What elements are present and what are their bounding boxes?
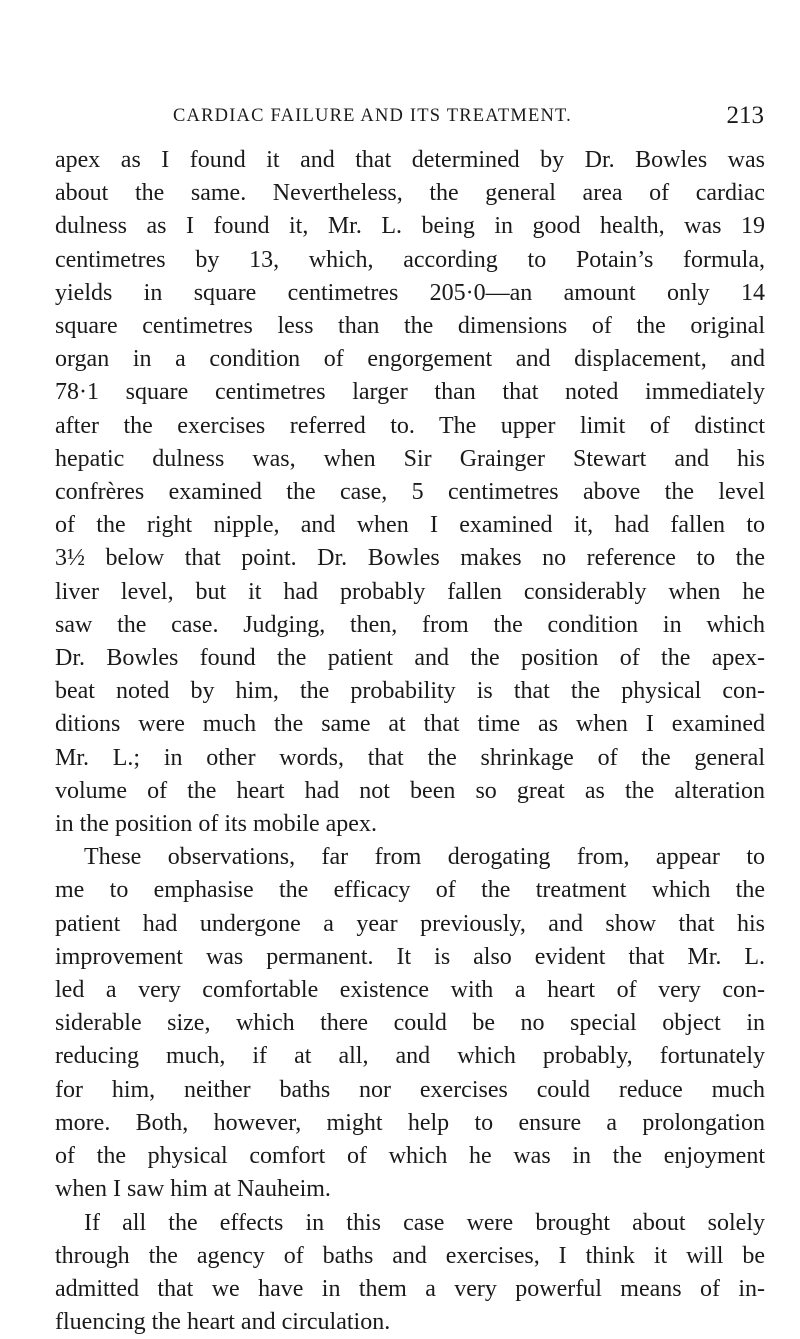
running-title: CARDIAC FAILURE AND ITS TREATMENT.	[173, 96, 572, 136]
text-line: when I saw him at Nauheim.	[55, 1173, 765, 1206]
body-text	[55, 144, 765, 1339]
text-line: 3½ below that point. Dr. Bowles makes no reference to the	[55, 542, 765, 575]
text-line: after the exercises referred to. The upper limit of distinct	[55, 410, 765, 443]
text-line: through the agency of baths and exercises, I think it will be	[55, 1240, 765, 1273]
text-line: dulness as I found it, Mr. L. being in good health, was 19	[55, 210, 765, 243]
text-line: These observations, far from derogating from, appear to	[55, 841, 765, 874]
paragraph	[55, 1207, 765, 1339]
text-line: improvement was permanent. It is also evident that Mr. L.	[55, 941, 765, 974]
text-line: for him, neither baths nor exercises could reduce much	[55, 1074, 765, 1107]
text-line: Dr. Bowles found the patient and the position of the apex-	[55, 642, 765, 675]
text-line: about the same. Nevertheless, the general area of cardiac	[55, 177, 765, 210]
text-line: organ in a condition of engorgement and displacement, and	[55, 343, 765, 376]
text-line: reducing much, if at all, and which probably, fortunately	[55, 1040, 765, 1073]
running-head	[55, 96, 764, 136]
text-line: square centimetres less than the dimensions of the original	[55, 310, 765, 343]
text-line: of the right nipple, and when I examined it, had fallen to	[55, 509, 765, 542]
text-line: volume of the heart had not been so great as the alteration	[55, 775, 765, 808]
text-line: ditions were much the same at that time as when I examined	[55, 708, 765, 741]
text-line: confrères examined the case, 5 centimetres above the level	[55, 476, 765, 509]
text-line: centimetres by 13, which, according to Potain’s formula,	[55, 244, 765, 277]
text-line: patient had undergone a year previously, and show that his	[55, 908, 765, 941]
text-line: apex as I found it and that determined by Dr. Bowles was	[55, 144, 765, 177]
text-line: fluencing the heart and circulation.	[55, 1306, 765, 1339]
text-line: admitted that we have in them a very powerful means of in-	[55, 1273, 765, 1306]
text-line: hepatic dulness was, when Sir Grainger Stewart and his	[55, 443, 765, 476]
text-line: Mr. L.; in other words, that the shrinkage of the general	[55, 742, 765, 775]
text-line: yields in square centimetres 205·0—an amount only 14	[55, 277, 765, 310]
text-line: in the position of its mobile apex.	[55, 808, 765, 841]
paragraph	[55, 841, 765, 1206]
text-line: liver level, but it had probably fallen considerably when he	[55, 576, 765, 609]
paragraph	[55, 144, 765, 841]
text-line: saw the case. Judging, then, from the condition in which	[55, 609, 765, 642]
text-line: 78·1 square centimetres larger than that noted immediately	[55, 376, 765, 409]
text-line: siderable size, which there could be no special object in	[55, 1007, 765, 1040]
text-line: me to emphasise the efficacy of the treatment which the	[55, 874, 765, 907]
page-number: 213	[727, 96, 765, 136]
text-line: beat noted by him, the probability is that the physical con-	[55, 675, 765, 708]
text-line: If all the effects in this case were brought about solely	[55, 1207, 765, 1240]
text-line: of the physical comfort of which he was in the enjoyment	[55, 1140, 765, 1173]
text-line: more. Both, however, might help to ensure a prolongation	[55, 1107, 765, 1140]
text-line: led a very comfortable existence with a heart of very con-	[55, 974, 765, 1007]
